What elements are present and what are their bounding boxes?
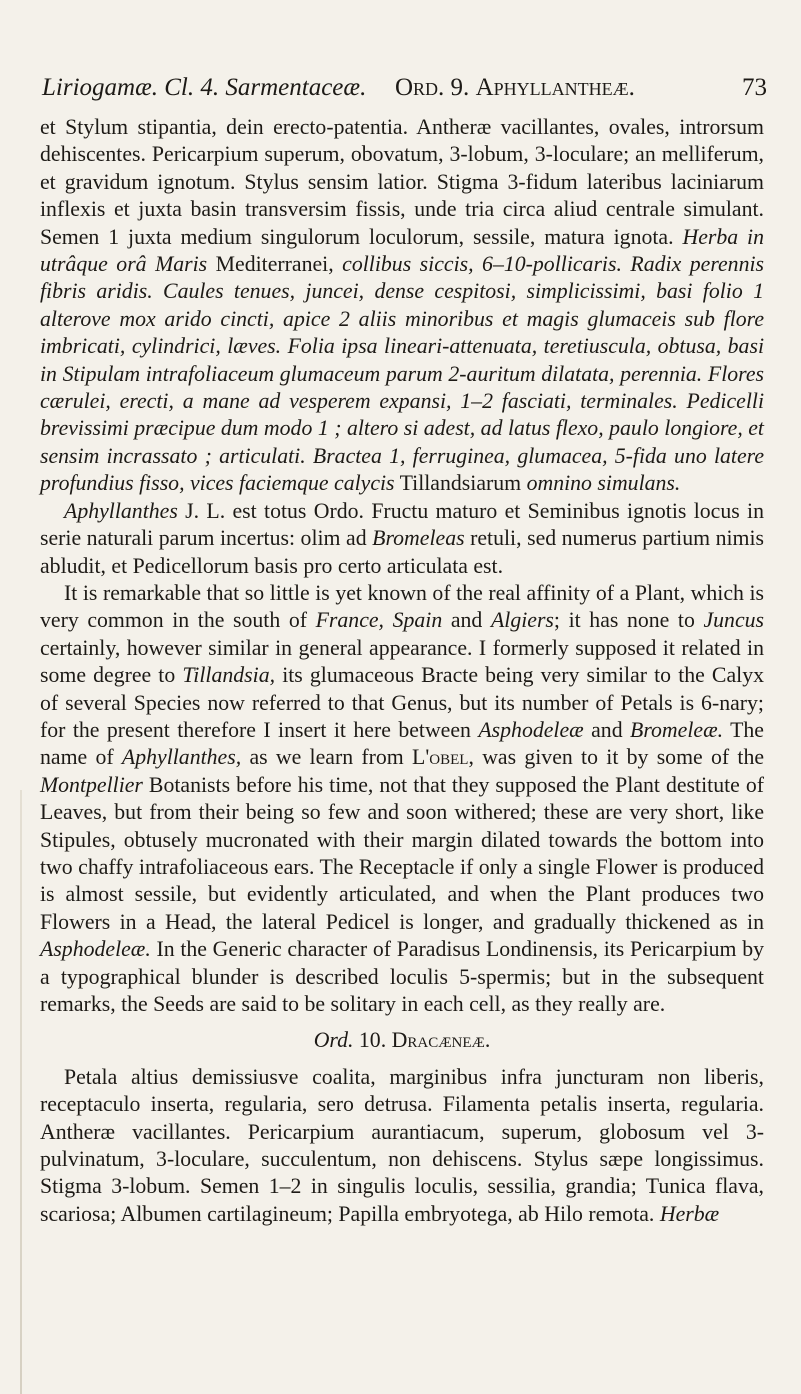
paragraph-english-remark	[40, 580, 764, 1019]
order-label: Ord.	[313, 1028, 354, 1053]
text-run: Asphodeleæ	[478, 717, 584, 742]
text-run: Asphodeleæ.	[40, 937, 151, 962]
paragraph-latin-remark	[40, 498, 764, 580]
text-run: In the Generic character of Paradisus Londinensis, its Pericarpium by a typographical blunder is described loculis 5-spermis; but in the subsequent remarks, the Seeds are said to be solitary in each cell, as they really are.	[40, 937, 765, 1016]
text-run: ; it has none to	[553, 608, 695, 633]
header-class-title: Liriogamæ. Cl. 4. Sarmentaceæ.	[42, 74, 367, 101]
running-header	[42, 74, 772, 114]
text-run: The name of	[40, 717, 764, 770]
text-run: and	[450, 608, 483, 633]
text-run: It is remarkable that so little is yet known of the real affinity of a Plant, which is very common in the south of	[40, 580, 764, 633]
text-run: Aphyllanthes	[64, 498, 178, 523]
text-run: J. L. est totus Ordo. Fructu maturo et Seminibus ignotis locus in serie naturali parum incertus: olim ad	[40, 498, 764, 551]
text-run: Tillandsiarum	[399, 471, 522, 496]
text-run: Bromeleas	[372, 526, 465, 551]
text-run: was given to it by some of the	[482, 745, 765, 770]
text-run: its glumaceous Bracte being very similar to the Calyx of several Species now referred to that Genus, but its number of Petals is 6-nary; for the present therefore I insert it here between	[40, 663, 764, 742]
text-run: Algiers	[490, 608, 554, 633]
text-run: omnino simulans.	[526, 471, 681, 496]
text-run: certainly, however similar in general appearance. I formerly supposed it related in some degree to	[40, 635, 764, 688]
header-order-prefix: Ord. 9.	[395, 74, 470, 101]
text-run: Aphyllanthes,	[121, 745, 242, 770]
paragraph-latin-description	[40, 114, 764, 498]
text-run: et Stylum stipantia, dein erecto-patentia. Antheræ vacillantes, ovales, introrsum dehiscentes. Pericarpium superum, obovatum, 3-lobum, 3-loculare; an melliferum, et gravidum ignotum. Stylus sensim latior. Stigma 3-fidum lateribus laciniarum inflexis et juxta basin transversim fissis, unde tria circa aliud centrale simulant. Semen 1 juxta medium singulorum loculorum, sessile, matura ignota.	[40, 115, 764, 249]
text-run: Botanists before his time, not that they supposed the Plant destitute of Leaves, but from their being so few and soon withered; these are very short, like Stipules, obtusely mucronated with their margin dilated towards the bottom into two chaffy intrafoliaceous ears. The Receptacle if only a single Flower is produced is almost sessile, but evidently articulated, and when the Plant produces two Flowers in a Head, the lateral Pedicel is longer, and gradually thickened as in	[40, 772, 764, 934]
text-body	[40, 114, 764, 1228]
binding-shadow	[20, 790, 22, 1394]
text-run: Mediterranei,	[215, 252, 334, 277]
text-run: Herbæ	[659, 1201, 720, 1226]
text-run: and	[591, 717, 623, 742]
text-run: collibus siccis, 6–10-pollicaris. Radix perennis fibris aridis. Caules tenues, juncei, dense cespitosi, simplicissimi, basi folio 1 alterove mox arido cincti, apice 2 aliis minoribus et magis glumaceis sub flore imbricati, cylindrici, læves. Folia ipsa lineari-attenuata, teretiuscula, obtusa, basi in Stipulam intrafoliaceum glumaceum parum 2-auritum dilatata, perennia. Flores cærulei, erecti, a mane ad vesperem expansi, 1–2 fasciati, terminales. Pedicelli brevissimi præcipue dum modo 1 ; altero si adest, ad latus flexo, paulo longiore, et sensim incrassato ; articulati. Bractea 1, ferruginea, glumacea, 5-fida uno latere profundius fisso, vices faciemque calycis	[40, 252, 765, 496]
header-order-name: Aphyllantheæ.	[475, 74, 635, 101]
order-heading	[40, 1027, 764, 1054]
text-run: France, Spain	[315, 608, 443, 633]
order-number: 10.	[358, 1028, 387, 1053]
text-run: Juncus	[703, 608, 765, 633]
text-run: Petala altius demissiusve coalita, marginibus infra juncturam non liberis, receptaculo inserta, regularia, sero detrusa. Filamenta petalis inserta, regularia. Antheræ vacillantes. Pericarpium aurantiacum, superum, globosum vel 3-pulvinatum, 3-loculare, succulentum, non dehiscens. Stylus sæpe longissimus. Stigma 3-lobum. Semen 1–2 in singulis loculis, sessilia, grandia; Tunica flava, scariosa; Albumen cartilagineum; Papilla embryotega, ab Hilo remota.	[40, 1064, 764, 1226]
text-run: Herba in utrâque orâ Maris	[40, 224, 764, 277]
text-run: Tillandsia,	[182, 663, 276, 688]
order-name: Dracæneæ.	[391, 1028, 491, 1053]
page-number: 73	[742, 74, 767, 101]
text-run: L'obel,	[412, 745, 474, 770]
text-run: Bromeleæ.	[630, 717, 724, 742]
text-run: Montpellier	[40, 772, 143, 797]
text-run: as we learn from	[249, 745, 404, 770]
text-run: retuli, sed numerus partium nimis abludit, et Pedicellorum basis pro certo articulata est.	[40, 526, 765, 578]
paragraph-order-description	[40, 1064, 764, 1228]
header-order	[395, 74, 635, 102]
